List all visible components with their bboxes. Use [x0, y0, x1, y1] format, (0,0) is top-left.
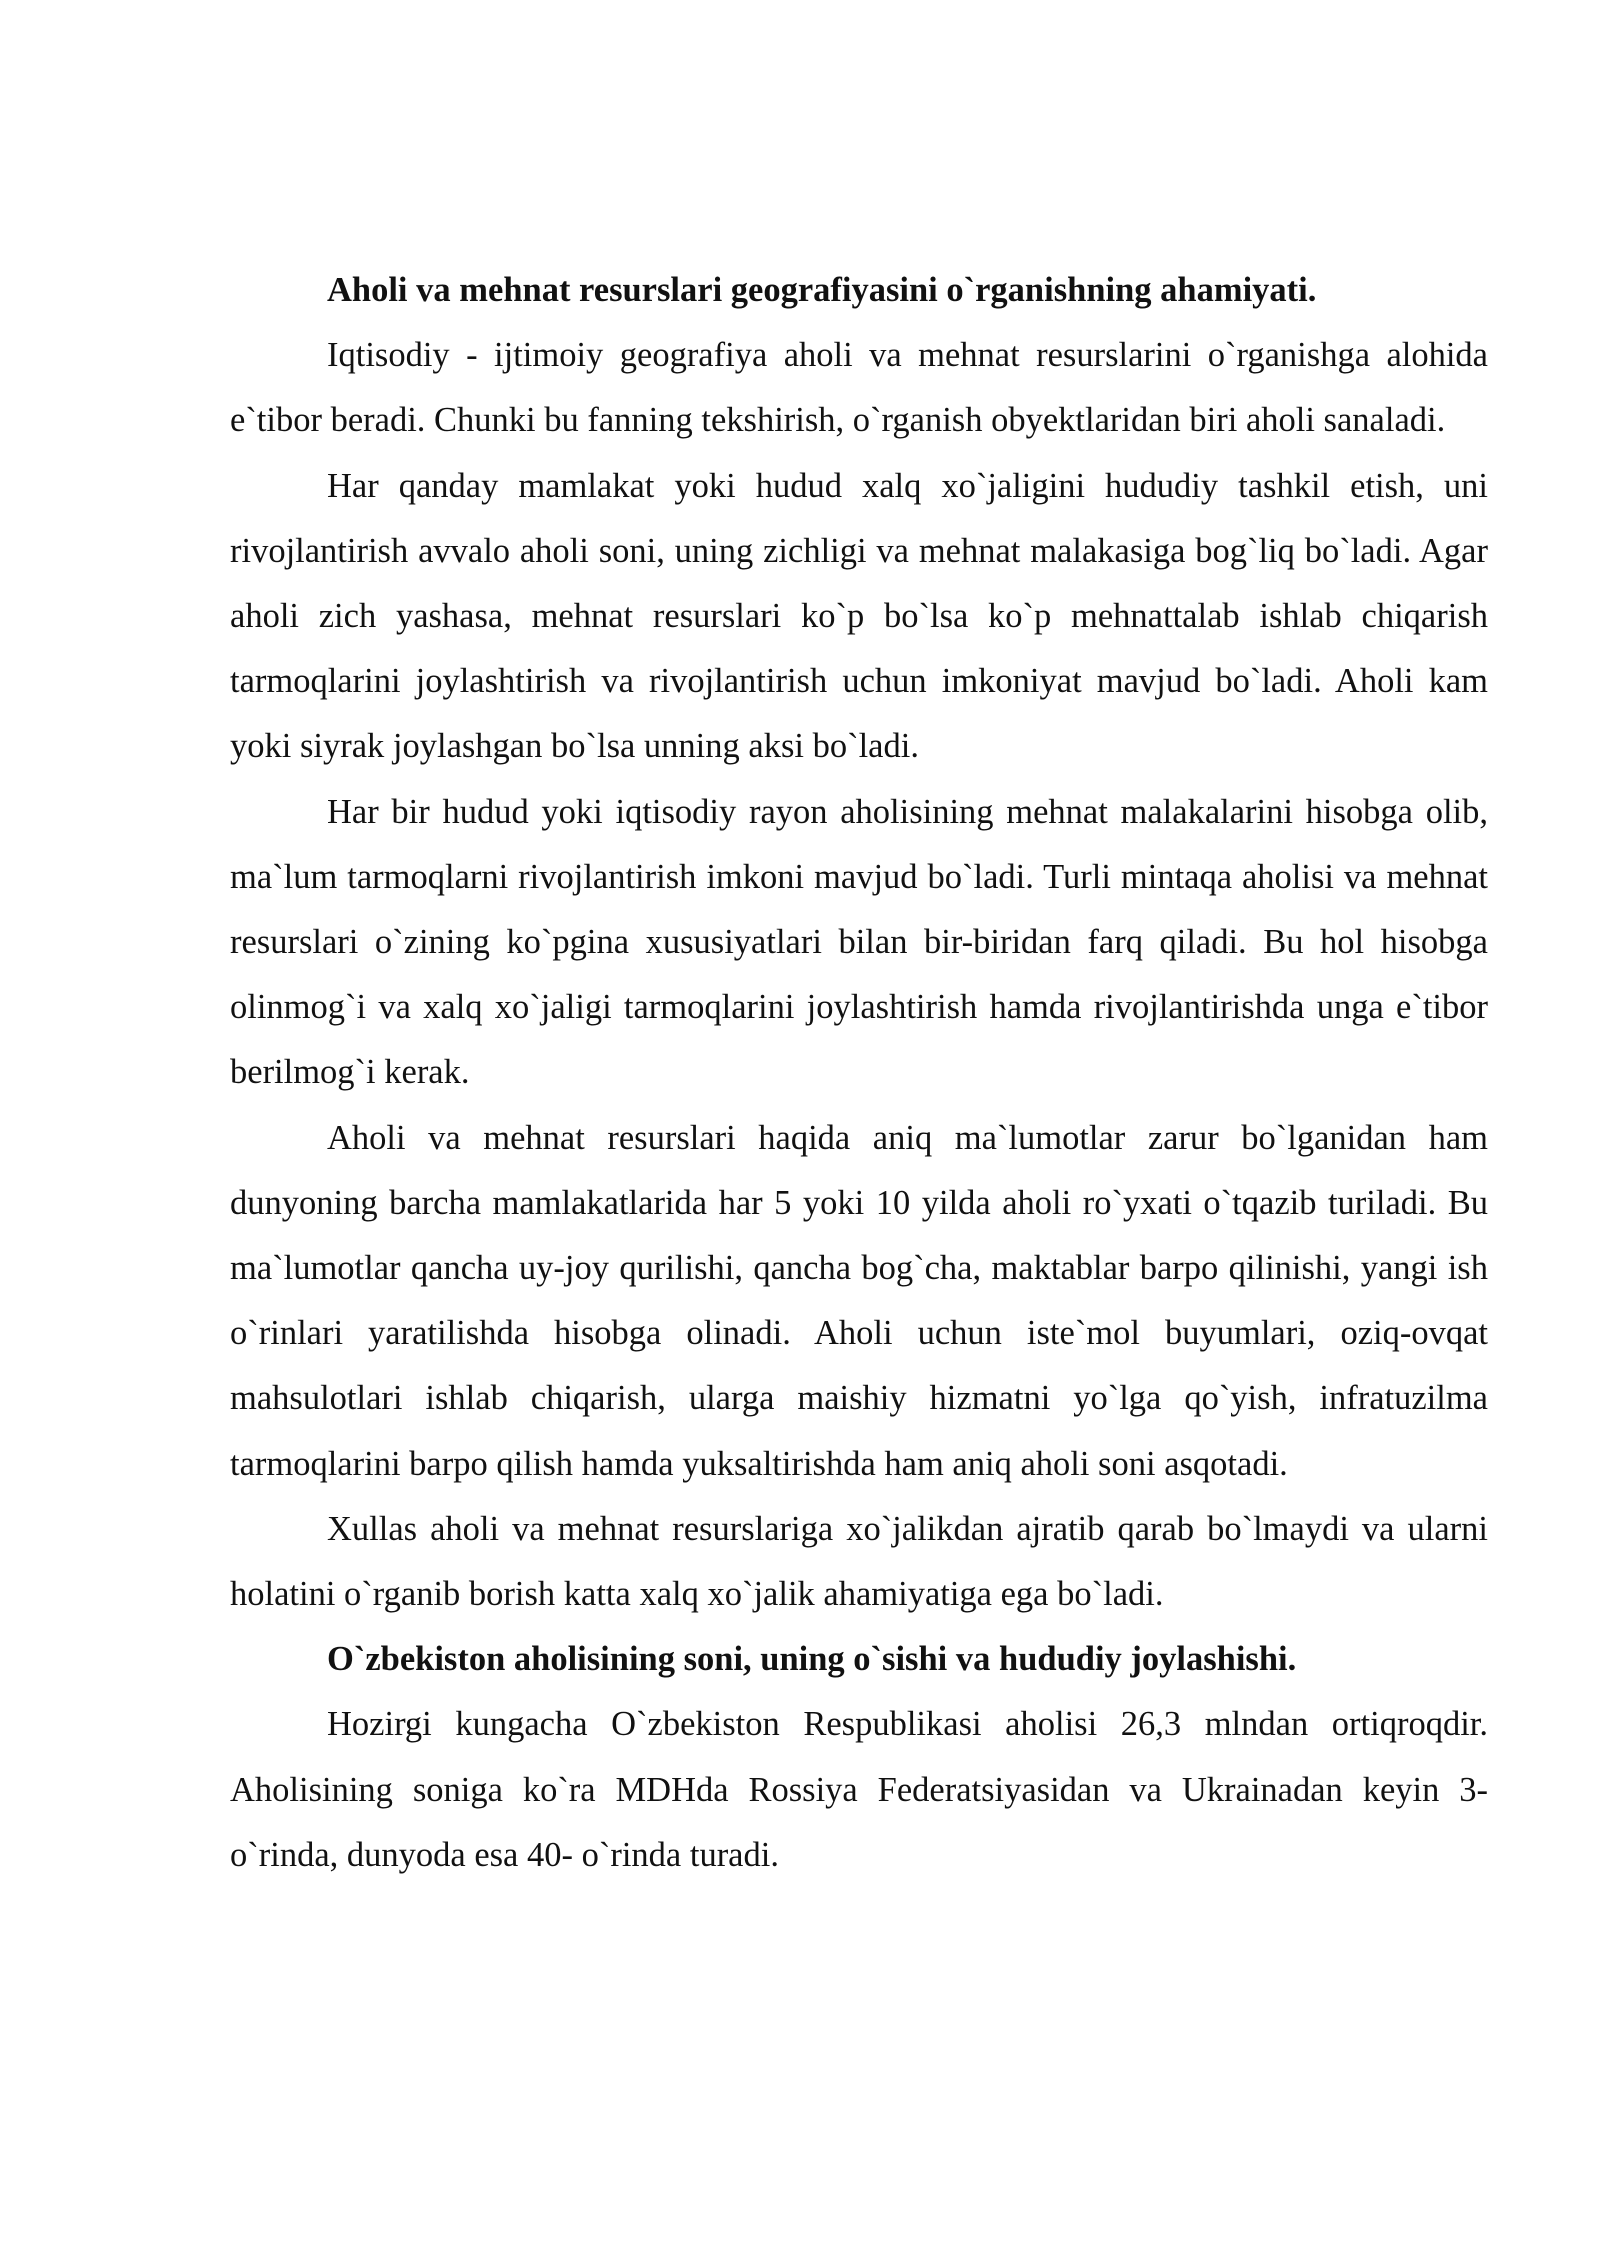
- section-heading-importance: Aholi va mehnat resurslari geografiyasini o`rganishning ahamiyati.: [327, 271, 1317, 309]
- document-body: [230, 258, 1488, 1888]
- paragraph: Xullas aholi va mehnat resurslariga xo`jalikdan ajratib qarab bo`lmaydi va ularni holatini o`rganib borish katta xalq xo`jalik ahamiyatiga ega bo`ladi.: [230, 1509, 1488, 1614]
- section-heading-population: O`zbekiston aholisining soni, uning o`sishi va hududiy joylashishi.: [327, 1640, 1297, 1679]
- paragraph: Iqtisodiy - ijtimoiy geografiya aholi va mehnat resurslarini o`rganishga alohida e`tibor beradi. Chunki bu fanning tekshirish, o`rganish obyektlaridan biri aholi sanaladi.: [230, 336, 1488, 440]
- paragraph: Hozirgi kungacha O`zbekiston Respublikasi aholisi 26,3 mlndan ortiqroqdir. Aholisining soniga ko`ra MDHda Rossiya Federatsiyasidan va Ukrainadan keyin 3-o`rinda, dunyoda esa 40- o`rinda turadi.: [230, 1705, 1488, 1874]
- paragraph: Har qanday mamlakat yoki hudud xalq xo`jaligini hududiy tashkil etish, uni rivojlantirish avvalo aholi soni, uning zichligi va mehnat malakasiga bog`liq bo`ladi. Agar aholi zich yashasa, mehnat resurslari ko`p bo`lsa ko`p mehnattalab ishlab chiqarish tarmoqlarini joylashtirish va rivojlantirish uchun imkoniyat mavjud bo`ladi. Aholi kam yoki siyrak joylashgan bo`lsa unning aksi bo`ladi.: [230, 466, 1488, 766]
- paragraph: Aholi va mehnat resurslari haqida aniq ma`lumotlar zarur bo`lganidan ham dunyoning barcha mamlakatlarida har 5 yoki 10 yilda aholi ro`yxati o`tqazib turiladi. Bu ma`lumotlar qancha uy-joy qurilishi, qancha bog`cha, maktablar barpo qilinishi, yangi ish o`rinlari yaratilishda hisobga olinadi. Aholi uchun iste`mol buyumlari, oziq-ovqat mahsulotlari ishlab chiqarish, ularga maishiy hizmatni yo`lga qo`yish, infratuzilma tarmoqlarini barpo qilish hamda yuksaltirishda ham aniq aholi soni asqotadi.: [230, 1118, 1488, 1483]
- paragraph: Har bir hudud yoki iqtisodiy rayon aholisining mehnat malakalarini hisobga olib, ma`lum tarmoqlarni rivojlantirish imkoni mavjud bo`ladi. Turli mintaqa aholisi va mehnat resurslari o`zining ko`pgina xususiyatlari bilan bir-biridan farq qiladi. Bu hol hisobga olinmog`i va xalq xo`jaligi tarmoqlarini joylashtirish hamda rivojlantirishda unga e`tibor berilmog`i kerak.: [230, 792, 1488, 1092]
